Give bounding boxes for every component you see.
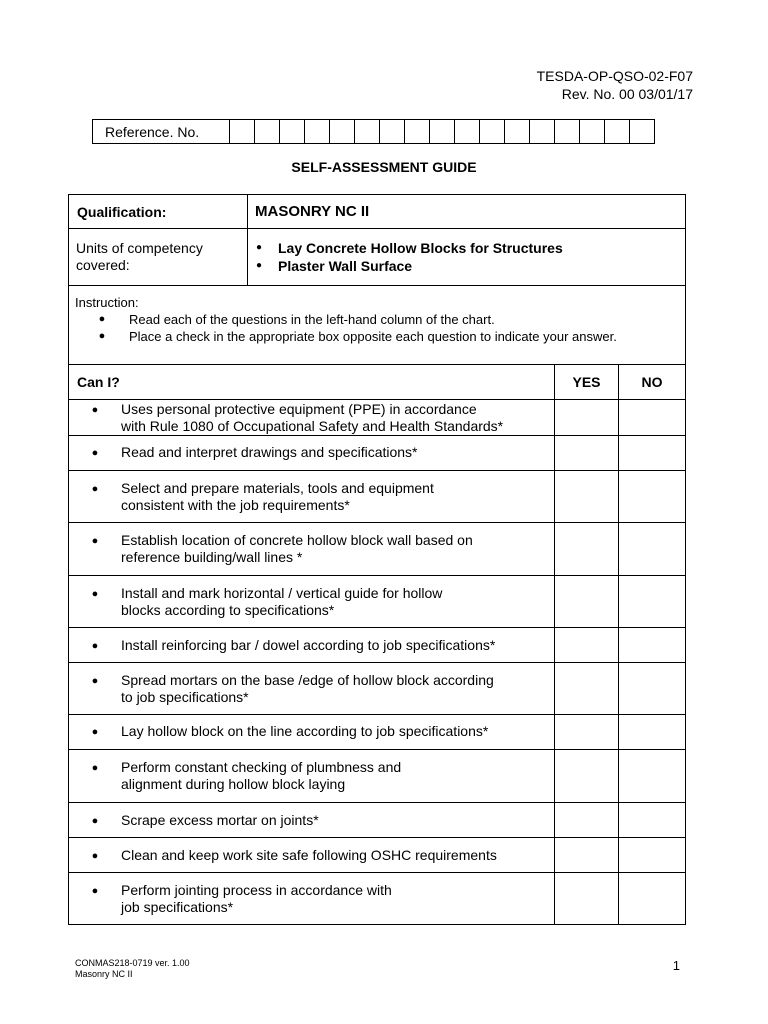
bullet-icon: ● <box>91 588 99 600</box>
no-checkbox[interactable] <box>619 471 686 523</box>
question-cell <box>69 400 555 436</box>
no-checkbox[interactable] <box>619 400 686 436</box>
can-i-header: Can I? <box>69 365 555 400</box>
footer-qualification: Masonry NC II <box>75 969 133 979</box>
reference-number-table <box>92 119 655 144</box>
question-text: reference building/wall lines * <box>121 549 303 565</box>
question-text: Scrape excess mortar on joints* <box>121 812 319 828</box>
qualification-row <box>69 195 686 229</box>
yes-checkbox[interactable] <box>555 803 619 838</box>
footer-info <box>75 958 190 980</box>
reference-digit-box[interactable] <box>605 120 630 144</box>
question-text: Install reinforcing bar / dowel according to job specifications* <box>121 637 496 653</box>
reference-digit-box[interactable] <box>230 120 255 144</box>
no-checkbox[interactable] <box>619 576 686 628</box>
question-cell <box>69 838 555 873</box>
no-header: NO <box>619 365 686 400</box>
yes-header: YES <box>555 365 619 400</box>
revision-number: Rev. No. 00 03/01/17 <box>561 86 693 102</box>
yes-checkbox[interactable] <box>555 436 619 471</box>
units-list <box>248 229 686 286</box>
question-text: Perform jointing process in accordance with <box>121 882 392 898</box>
no-checkbox[interactable] <box>619 873 686 925</box>
question-text: Select and prepare materials, tools and equipment <box>121 480 434 496</box>
yes-checkbox[interactable] <box>555 663 619 715</box>
no-checkbox[interactable] <box>619 523 686 576</box>
unit-item <box>248 239 685 257</box>
reference-digit-box[interactable] <box>330 120 355 144</box>
question-text: with Rule 1080 of Occupational Safety and Health Standards* <box>121 418 504 434</box>
footer-version: CONMAS218-0719 ver. 1.00 <box>75 958 190 968</box>
reference-digit-box[interactable] <box>455 120 480 144</box>
qualification-value: MASONRY NC II <box>248 195 686 229</box>
bullet-icon: ● <box>91 762 99 774</box>
reference-digit-box[interactable] <box>280 120 305 144</box>
question-text: Uses personal protective equipment (PPE) in accordance <box>121 401 477 417</box>
question-cell <box>69 628 555 663</box>
question-cell <box>69 873 555 925</box>
question-text: Read and interpret drawings and specifications* <box>121 444 418 460</box>
reference-digit-box[interactable] <box>355 120 380 144</box>
bullet-icon: ● <box>91 535 99 547</box>
reference-label: Reference. No. <box>93 120 230 144</box>
bullet-icon: ● <box>91 483 99 495</box>
yes-checkbox[interactable] <box>555 873 619 925</box>
yes-checkbox[interactable] <box>555 750 619 803</box>
reference-digit-box[interactable] <box>305 120 330 144</box>
self-assessment-table <box>68 194 686 925</box>
instruction-label: Instruction: <box>75 295 139 310</box>
no-checkbox[interactable] <box>619 628 686 663</box>
yes-checkbox[interactable] <box>555 471 619 523</box>
question-text: blocks according to specifications* <box>121 602 335 618</box>
question-cell <box>69 803 555 838</box>
instruction-row <box>69 286 686 365</box>
bullet-icon: ● <box>91 447 99 459</box>
reference-digit-box[interactable] <box>505 120 530 144</box>
question-text: Perform constant checking of plumbness and <box>121 759 402 775</box>
reference-digit-box[interactable] <box>530 120 555 144</box>
question-row <box>69 803 686 838</box>
question-text: job specifications* <box>121 899 234 915</box>
question-text: Establish location of concrete hollow block wall based on <box>121 532 473 548</box>
instruction-text: Place a check in the appropriate box opposite each question to indicate your answer. <box>129 329 617 344</box>
reference-digit-box[interactable] <box>555 120 580 144</box>
instruction-text: Read each of the questions in the left-hand column of the chart. <box>129 312 495 327</box>
question-cell <box>69 523 555 576</box>
form-code: TESDA-OP-QSO-02-F07 <box>536 68 693 84</box>
question-text: consistent with the job requirements* <box>121 497 350 513</box>
reference-digit-box[interactable] <box>480 120 505 144</box>
unit-text: Plaster Wall Surface <box>278 258 413 274</box>
question-text: alignment during hollow block laying <box>121 776 346 792</box>
question-cell <box>69 715 555 750</box>
question-row <box>69 576 686 628</box>
yes-checkbox[interactable] <box>555 400 619 436</box>
bullet-icon: ● <box>91 726 99 738</box>
bullet-icon: ● <box>98 313 106 325</box>
bullet-icon: ● <box>98 330 106 342</box>
no-checkbox[interactable] <box>619 838 686 873</box>
units-row <box>69 229 686 286</box>
bullet-icon: ● <box>91 640 99 652</box>
bullet-icon: ● <box>91 675 99 687</box>
question-text: Spread mortars on the base /edge of hollow block according <box>121 672 494 688</box>
question-row <box>69 400 686 436</box>
yes-checkbox[interactable] <box>555 576 619 628</box>
question-row <box>69 873 686 925</box>
yes-checkbox[interactable] <box>555 628 619 663</box>
bullet-icon: ● <box>256 242 263 253</box>
question-row <box>69 838 686 873</box>
table-header-row <box>69 365 686 400</box>
no-checkbox[interactable] <box>619 750 686 803</box>
question-cell <box>69 436 555 471</box>
reference-digit-box[interactable] <box>430 120 455 144</box>
bullet-icon: ● <box>91 850 99 862</box>
question-cell <box>69 471 555 523</box>
no-checkbox[interactable] <box>619 715 686 750</box>
question-cell <box>69 576 555 628</box>
bullet-icon: ● <box>91 404 99 416</box>
units-label: Units of competency covered: <box>69 229 248 286</box>
question-row <box>69 628 686 663</box>
bullet-icon: ● <box>91 815 99 827</box>
question-row <box>69 750 686 803</box>
instruction-item <box>75 311 679 328</box>
question-text: Clean and keep work site safe following OSHC requirements <box>121 847 497 863</box>
question-cell <box>69 750 555 803</box>
unit-item <box>248 257 685 275</box>
question-row <box>69 523 686 576</box>
question-row <box>69 715 686 750</box>
reference-digit-box[interactable] <box>255 120 280 144</box>
yes-checkbox[interactable] <box>555 715 619 750</box>
bullet-icon: ● <box>256 260 263 271</box>
page-title: SELF-ASSESSMENT GUIDE <box>291 159 477 175</box>
qualification-label: Qualification: <box>69 195 248 229</box>
question-text: Lay hollow block on the line according to job specifications* <box>121 723 489 739</box>
instruction-item <box>75 328 679 345</box>
question-row <box>69 436 686 471</box>
reference-digit-box[interactable] <box>580 120 605 144</box>
bullet-icon: ● <box>91 885 99 897</box>
reference-digit-box[interactable] <box>380 120 405 144</box>
question-row <box>69 471 686 523</box>
question-cell <box>69 663 555 715</box>
instruction-cell <box>69 286 686 365</box>
unit-text: Lay Concrete Hollow Blocks for Structures <box>278 240 563 256</box>
page-number: 1 <box>672 958 680 973</box>
question-text: Install and mark horizontal / vertical guide for hollow <box>121 585 443 601</box>
no-checkbox[interactable] <box>619 663 686 715</box>
yes-checkbox[interactable] <box>555 838 619 873</box>
question-row <box>69 663 686 715</box>
document-code <box>537 67 693 103</box>
no-checkbox[interactable] <box>619 803 686 838</box>
question-text: to job specifications* <box>121 689 249 705</box>
no-checkbox[interactable] <box>619 436 686 471</box>
reference-digit-box[interactable] <box>630 120 655 144</box>
reference-digit-box[interactable] <box>405 120 430 144</box>
yes-checkbox[interactable] <box>555 523 619 576</box>
